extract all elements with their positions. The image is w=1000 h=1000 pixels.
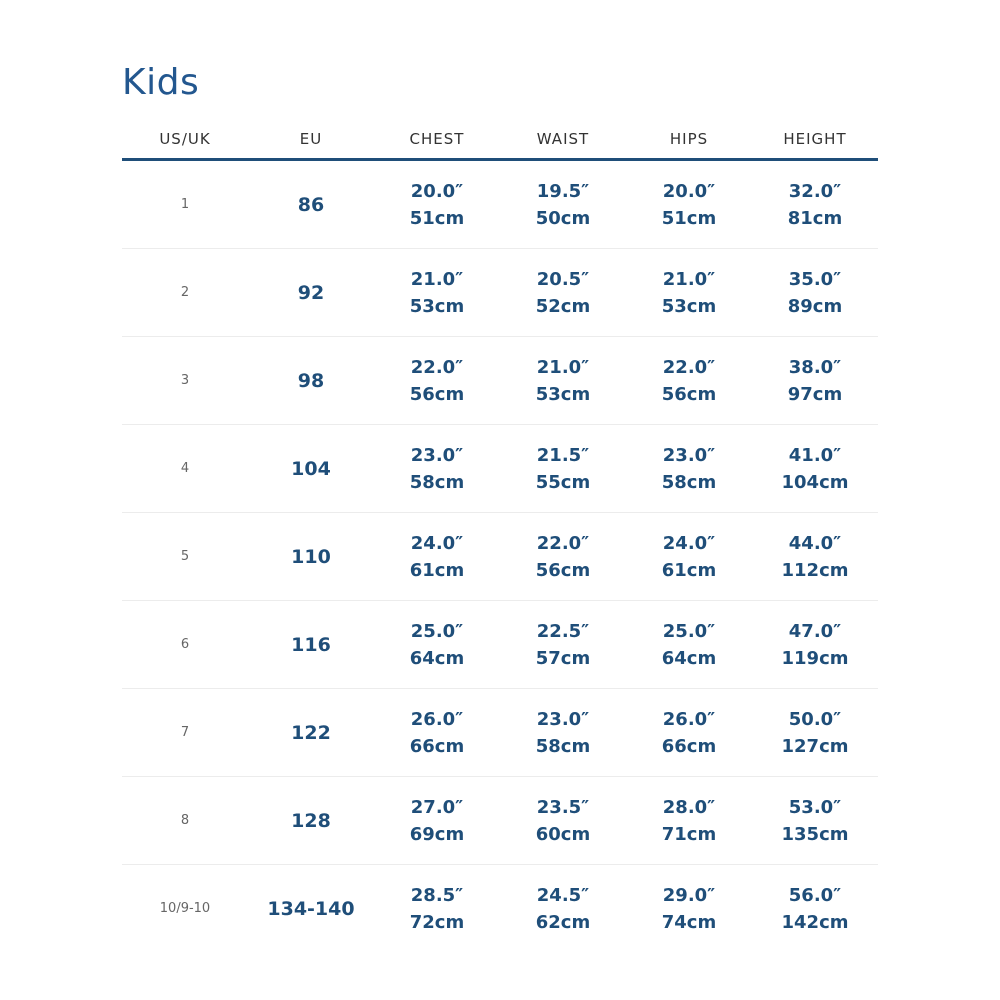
waist-cm-value: 62cm [535,911,591,933]
height-inches-value: 44.0″ [788,532,842,554]
hips-cm-value: 71cm [661,823,717,845]
chest-measurement-cell [374,249,500,337]
waist-inches-value: 22.5″ [536,620,590,642]
table-row [122,160,878,249]
eu-size-cell: 128 [248,777,374,865]
table-row [122,337,878,425]
waist-measurement-cell [500,689,626,777]
height-cm-value: 89cm [787,295,843,317]
height-inches-value: 41.0″ [788,444,842,466]
chest-cm-value: 61cm [409,559,465,581]
hips-measurement-cell [626,249,752,337]
chest-cm-value: 58cm [409,471,465,493]
waist-cm-value: 58cm [535,735,591,757]
column-header-us-uk: US/UK [122,120,248,160]
table-row [122,689,878,777]
chest-inches-value: 22.0″ [410,356,464,378]
chest-cm-value: 51cm [409,207,465,229]
chest-inches-value: 24.0″ [410,532,464,554]
height-cm-value: 142cm [781,911,849,933]
hips-measurement-cell [626,777,752,865]
waist-inches-value: 19.5″ [536,180,590,202]
height-measurement-cell [752,865,878,953]
table-row [122,777,878,865]
hips-measurement-cell [626,513,752,601]
chest-measurement-cell [374,689,500,777]
chest-cm-value: 56cm [409,383,465,405]
table-row [122,865,878,953]
hips-cm-value: 74cm [661,911,717,933]
eu-size-cell: 122 [248,689,374,777]
eu-size-cell: 92 [248,249,374,337]
chest-cm-value: 72cm [409,911,465,933]
waist-measurement-cell [500,249,626,337]
height-cm-value: 112cm [781,559,849,581]
height-cm-value: 97cm [787,383,843,405]
hips-measurement-cell [626,425,752,513]
size-chart-table [122,120,878,952]
height-inches-value: 35.0″ [788,268,842,290]
chest-measurement-cell [374,337,500,425]
us-uk-size-cell: 1 [122,160,248,249]
eu-size-cell: 110 [248,513,374,601]
eu-size-cell: 98 [248,337,374,425]
height-inches-value: 53.0″ [788,796,842,818]
waist-inches-value: 23.0″ [536,708,590,730]
hips-inches-value: 24.0″ [662,532,716,554]
hips-measurement-cell [626,337,752,425]
column-header-eu: EU [248,120,374,160]
us-uk-size-cell: 4 [122,425,248,513]
waist-cm-value: 56cm [535,559,591,581]
waist-inches-value: 24.5″ [536,884,590,906]
hips-inches-value: 28.0″ [662,796,716,818]
hips-cm-value: 58cm [661,471,717,493]
chest-measurement-cell [374,513,500,601]
table-header-row [122,120,878,160]
table-row [122,601,878,689]
height-measurement-cell [752,160,878,249]
height-measurement-cell [752,513,878,601]
hips-measurement-cell [626,865,752,953]
waist-cm-value: 60cm [535,823,591,845]
column-header-height: HEIGHT [752,120,878,160]
waist-cm-value: 55cm [535,471,591,493]
waist-inches-value: 23.5″ [536,796,590,818]
chest-inches-value: 28.5″ [410,884,464,906]
hips-inches-value: 22.0″ [662,356,716,378]
eu-size-cell: 104 [248,425,374,513]
height-measurement-cell [752,777,878,865]
height-inches-value: 50.0″ [788,708,842,730]
height-inches-value: 32.0″ [788,180,842,202]
height-cm-value: 127cm [781,735,849,757]
height-measurement-cell [752,689,878,777]
us-uk-size-cell: 6 [122,601,248,689]
us-uk-size-cell: 2 [122,249,248,337]
hips-inches-value: 20.0″ [662,180,716,202]
us-uk-size-cell: 3 [122,337,248,425]
waist-cm-value: 57cm [535,647,591,669]
hips-measurement-cell [626,160,752,249]
hips-cm-value: 66cm [661,735,717,757]
table-header [122,120,878,160]
hips-inches-value: 21.0″ [662,268,716,290]
waist-cm-value: 50cm [535,207,591,229]
table-row [122,425,878,513]
table-body [122,160,878,953]
waist-inches-value: 20.5″ [536,268,590,290]
hips-cm-value: 61cm [661,559,717,581]
chest-cm-value: 53cm [409,295,465,317]
hips-cm-value: 64cm [661,647,717,669]
us-uk-size-cell: 5 [122,513,248,601]
waist-inches-value: 21.5″ [536,444,590,466]
height-measurement-cell [752,249,878,337]
hips-inches-value: 29.0″ [662,884,716,906]
height-measurement-cell [752,337,878,425]
chest-measurement-cell [374,425,500,513]
chest-inches-value: 21.0″ [410,268,464,290]
chest-measurement-cell [374,601,500,689]
height-cm-value: 119cm [781,647,849,669]
table-row [122,249,878,337]
eu-size-cell: 134-140 [267,897,355,920]
height-measurement-cell [752,425,878,513]
chest-measurement-cell [374,160,500,249]
hips-measurement-cell [626,689,752,777]
waist-measurement-cell [500,337,626,425]
chest-inches-value: 26.0″ [410,708,464,730]
waist-measurement-cell [500,425,626,513]
chest-inches-value: 23.0″ [410,444,464,466]
hips-measurement-cell [626,601,752,689]
height-cm-value: 135cm [781,823,849,845]
waist-measurement-cell [500,160,626,249]
height-inches-value: 47.0″ [788,620,842,642]
height-measurement-cell [752,601,878,689]
waist-inches-value: 21.0″ [536,356,590,378]
us-uk-size-cell: 7 [122,689,248,777]
column-header-hips: HIPS [626,120,752,160]
chest-measurement-cell [374,777,500,865]
waist-cm-value: 52cm [535,295,591,317]
eu-size-cell: 86 [248,160,374,249]
chest-inches-value: 27.0″ [410,796,464,818]
hips-inches-value: 26.0″ [662,708,716,730]
chest-inches-value: 25.0″ [410,620,464,642]
waist-inches-value: 22.0″ [536,532,590,554]
height-inches-value: 38.0″ [788,356,842,378]
column-header-chest: CHEST [374,120,500,160]
height-cm-value: 81cm [787,207,843,229]
hips-cm-value: 53cm [661,295,717,317]
chest-measurement-cell [374,865,500,953]
waist-measurement-cell [500,513,626,601]
chest-cm-value: 66cm [409,735,465,757]
hips-cm-value: 56cm [661,383,717,405]
eu-size-cell: 116 [248,601,374,689]
chest-inches-value: 20.0″ [410,180,464,202]
chest-cm-value: 64cm [409,647,465,669]
column-header-waist: WAIST [500,120,626,160]
us-uk-size-cell: 10/9-10 [159,901,211,916]
hips-inches-value: 25.0″ [662,620,716,642]
table-row [122,513,878,601]
hips-inches-value: 23.0″ [662,444,716,466]
hips-cm-value: 51cm [661,207,717,229]
waist-cm-value: 53cm [535,383,591,405]
waist-measurement-cell [500,601,626,689]
waist-measurement-cell [500,865,626,953]
height-inches-value: 56.0″ [788,884,842,906]
height-cm-value: 104cm [781,471,849,493]
us-uk-size-cell: 8 [122,777,248,865]
waist-measurement-cell [500,777,626,865]
page-title: Kids [122,62,200,103]
chest-cm-value: 69cm [409,823,465,845]
